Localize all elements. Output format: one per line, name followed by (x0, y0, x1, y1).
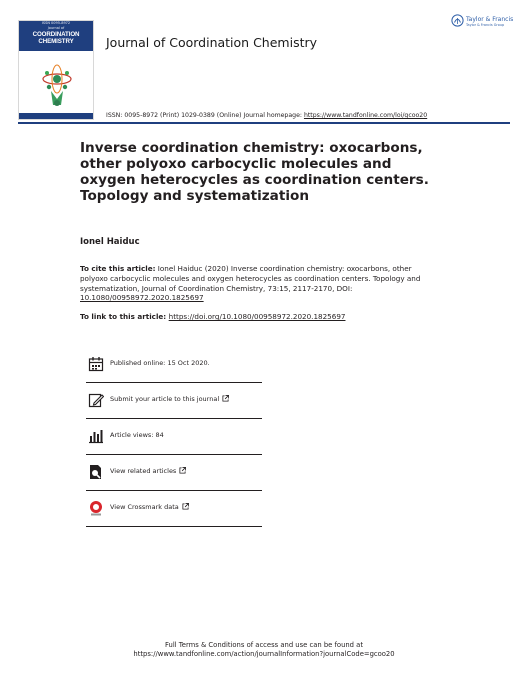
edit-icon (88, 392, 104, 408)
calendar-icon (88, 356, 104, 372)
crossmark-row[interactable] (86, 491, 262, 526)
crossmark-icon (88, 500, 104, 516)
cover-title-line2: CHEMISTRY (38, 38, 74, 45)
cite-doi-link[interactable]: 10.1080/00958972.2020.1825697 (80, 293, 204, 303)
cover-issn: ISSN 0095-8972 (41, 21, 71, 25)
taylor-francis-logo-icon (451, 14, 464, 27)
article-views-row (86, 419, 262, 454)
published-online-row (86, 347, 262, 382)
submit-article-text[interactable]: Submit your article to this journal (110, 395, 220, 403)
terms-footer-link[interactable]: https://www.tandfonline.com/action/journalInformation?journalCode=gcoo20 (133, 650, 395, 658)
cite-label: To cite this article: (80, 264, 156, 273)
published-online-text: Published online: 15 Oct 2020. (110, 359, 210, 367)
submit-article-label (110, 395, 229, 403)
submit-article-row[interactable] (86, 383, 262, 418)
crossmark-label (110, 503, 189, 511)
cover-header (19, 21, 93, 51)
issn-text: ISSN: 0095-8972 (Print) 1029-0389 (Online) Journal homepage: (106, 112, 304, 119)
cover-journal-of: Journal of (47, 26, 65, 30)
related-articles-label (110, 467, 186, 475)
crossmark-text[interactable]: View Crossmark data (110, 503, 179, 511)
article-doi-link[interactable]: https://doi.org/10.1080/00958972.2020.1825697 (168, 312, 346, 321)
issn-line (106, 112, 427, 119)
cover-title-line1: COORDINATION (32, 31, 80, 38)
article-title: Inverse coordination chemistry: oxocarbons, other polyoxo carbocyclic molecules and oxygen heterocycles as coordination centers. Topology and systematization (80, 140, 429, 204)
bar-chart-icon (88, 428, 104, 444)
cover-molecule-art (33, 59, 81, 111)
article-views-text: Article views: 84 (110, 431, 164, 439)
cite-text: Ionel Haiduc (2020) Inverse coordination chemistry: oxocarbons, other polyoxo carbocyclic molecules and oxygen heterocycles as coordination centers. Topology and systematization, Journal of Coordination Chemistry, 73:15, 2117-2170, DOI: (80, 264, 421, 293)
citation-block (80, 264, 430, 303)
journal-homepage-link[interactable]: https://www.tandfonline.com/loi/gcoo20 (303, 112, 428, 119)
related-articles-row[interactable] (86, 455, 262, 490)
external-link-icon (182, 503, 189, 510)
cover-footer-bar (19, 113, 93, 119)
publisher-group: Taylor & Francis Group (466, 23, 505, 27)
journal-title: Journal of Coordination Chemistry (106, 35, 318, 50)
article-authors: Ionel Haiduc (80, 237, 140, 247)
terms-footer-line1: Full Terms & Conditions of access and use can be found at (165, 641, 363, 649)
external-link-icon (179, 467, 186, 474)
related-articles-text[interactable]: View related articles (110, 467, 177, 475)
header-divider (18, 122, 510, 124)
row-divider (86, 526, 262, 527)
article-link-line (80, 312, 345, 321)
journal-cover-image (18, 20, 94, 120)
external-link-icon (222, 395, 229, 402)
link-label: To link to this article: (80, 312, 169, 321)
document-search-icon (88, 464, 104, 480)
publisher-name: Taylor & Francis (466, 16, 514, 23)
